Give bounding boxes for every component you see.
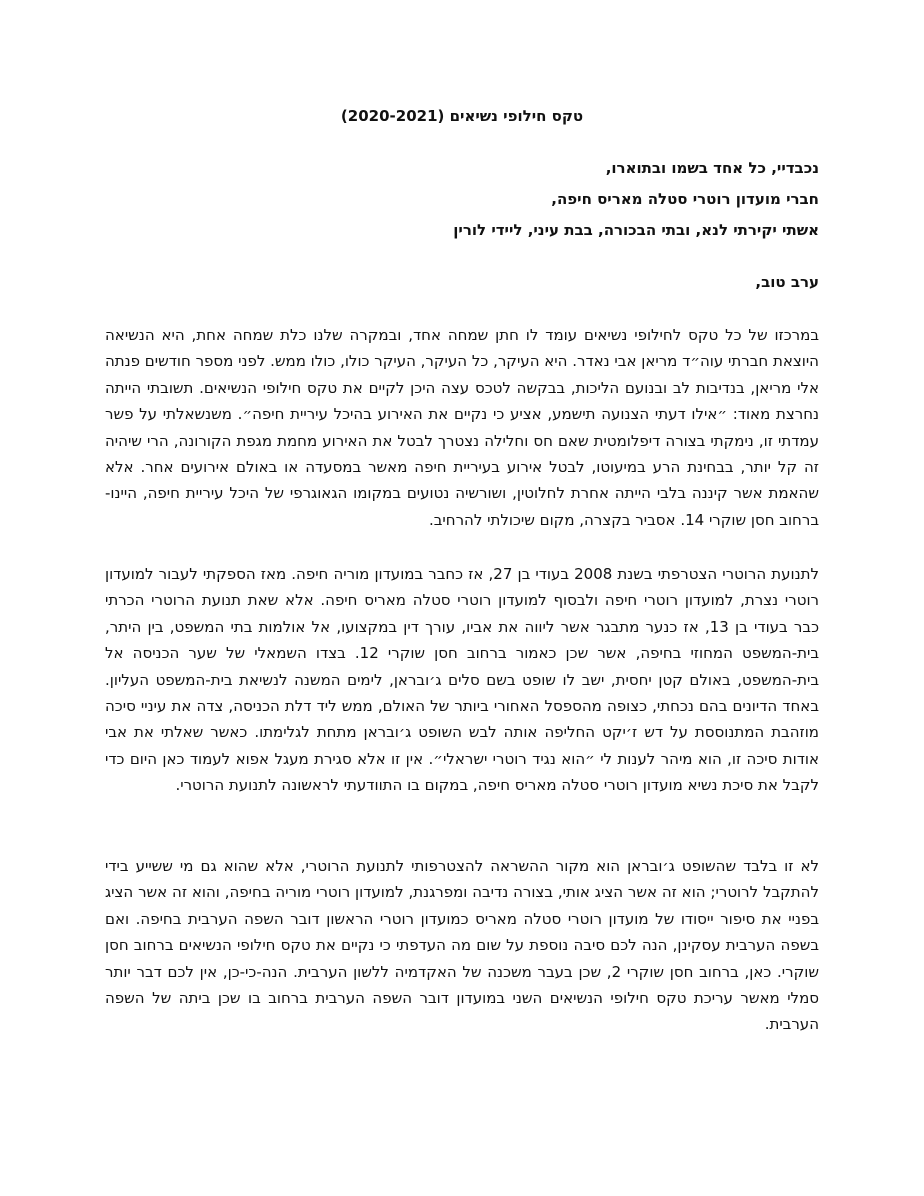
salutation-line: חברי מועדון רוטרי סטלה מאריס חיפה, — [551, 190, 819, 208]
document-page — [105, 0, 819, 1196]
document-title: טקס חילופי נשיאים (2020-2021) — [340, 107, 584, 125]
body-paragraph: במרכזו של כל טקס לחילופי נשיאים עומד לו חתן שמחה אחד, ובמקרה שלנו כלת שמחה אחת, היא הנשיאה היוצאת חברתי עוה״ד מריאן אבי נאדר. היא העיקר, כל העיקר, העיקר כולו, כולו ממש. לפני מספר חודשים פנתה אלי מריאן, בנדיבות לב ובנועם הליכות, בבקשה לטכס עצה היכן לקיים את טקס חילופי הנשיאים. תשובתי הייתה נחרצת מאוד: ״אילו דעתי הצנועה תישמע, אציע כי נקיים את האירוע בהיכל עיריית חיפה״. משנשאלתי על פשר עמדתי זו, נימקתי בצורה דיפלומטית שאם חס וחלילה נצטרך לבטל את האירוע מחמת מגפת הקורונה, הרי שיהיה זה קל יותר, בבחינת הרע במיעוטו, לבטל אירוע בעיריית חיפה מאשר במסעדה או באולם אירועים אחר. אלא שהאמת אשר קיננה בלבי הייתה אחרת לחלוטין, ושורשיה נטועים במקומו הגאוגרפי של היכל עיריית חיפה, היינו- ברחוב חסן שוקרי 14. אסביר בקצרה, מקום שיכולתי להרחיב. — [105, 326, 819, 529]
greeting: ערב טוב, — [755, 273, 819, 291]
body-paragraph: לא זו בלבד שהשופט ג׳ובראן הוא מקור ההשראה להצטרפותי לתנועת הרוטרי, אלא שהוא גם מי ששייע בידי להתקבל לרוטרי; הוא זה אשר הציג אותי, בצורה נדיבה ומפרגנת, למועדון רוטרי מוריה בחיפה, והוא זה אשר הציג בפניי את סיפור ייסודו של מועדון רוטרי סטלה מאריס כמועדון רוטרי הראשון דובר השפה הערבית בחיפה. ואם בשפה הערבית עסקינן, הנה לכם סיבה נוספת על שום מה העדפתי כי נקיים את טקס חילופי הנשיאים ברחוב חסן שוקרי. כאן, ברחוב חסן שוקרי 2, שכן בעבר משכנה של האקדמיה ללשון הערבית. הנה-כי-כן, אין לכם דבר יותר סמלי מאשר עריכת טקס חילופי הנשיאים השני במועדון דובר השפה הערבית ברחוב בו שכן ביתה של השפה הערבית. — [105, 857, 819, 1034]
salutation-line: אשתי יקירתי לנא, ובתי הבכורה, בבת עיני, ליידי לורין — [453, 221, 819, 239]
body-paragraph: לתנועת הרוטרי הצטרפתי בשנת 2008 בעודי בן 27, אז כחבר במועדון מוריה חיפה. מאז הספקתי לעבור למועדון רוטרי נצרת, למועדון רוטרי חיפה ולבסוף למועדון רוטרי סטלה מאריס חיפה. אלא שאת תנועת הרוטרי הכרתי כבר בעודי בן 13, אז כנער מתבגר אשר ליווה את אביו, עורך דין במקצועו, אל אולמות בתי המשפט, בין היתר, בית-המשפט המחוזי בחיפה, אשר שכן כאמור ברחוב חסן שוקרי 12. בצדו השמאלי של שער הכניסה אל בית-המשפט, באולם קטן יחסית, ישב לו שופט בשם סלים ג׳ובראן, לימים המשנה לנשיאת בית-המשפט העליון. באחד הדיונים בהם נכחתי, כצופה מהספסל האחורי ביותר של האולם, ממש ליד דלת הכניסה, צדה את עיניי סיכה מוזהבת המתנוססת על דש ז׳יקט החליפה אותה לבש השופט ג׳ובראן מתחת לגלימתו. כאשר שאלתי את אבי אודות סיכה זו, הוא מיהר לענות לי ״הוא נגיד רוטרי ישראלי״. אין זו אלא סגירת מעגל אפוא לעמוד כאן היום כדי לקבל את סיכת נשיא מועדון רוטרי סטלה מאריס חיפה, במקום בו התוודעתי לראשונה לתנועת הרוטרי. — [105, 565, 820, 795]
salutation-block — [105, 153, 819, 246]
salutation-line: נכבדיי, כל אחד בשמו ובתוארו, — [605, 159, 819, 177]
